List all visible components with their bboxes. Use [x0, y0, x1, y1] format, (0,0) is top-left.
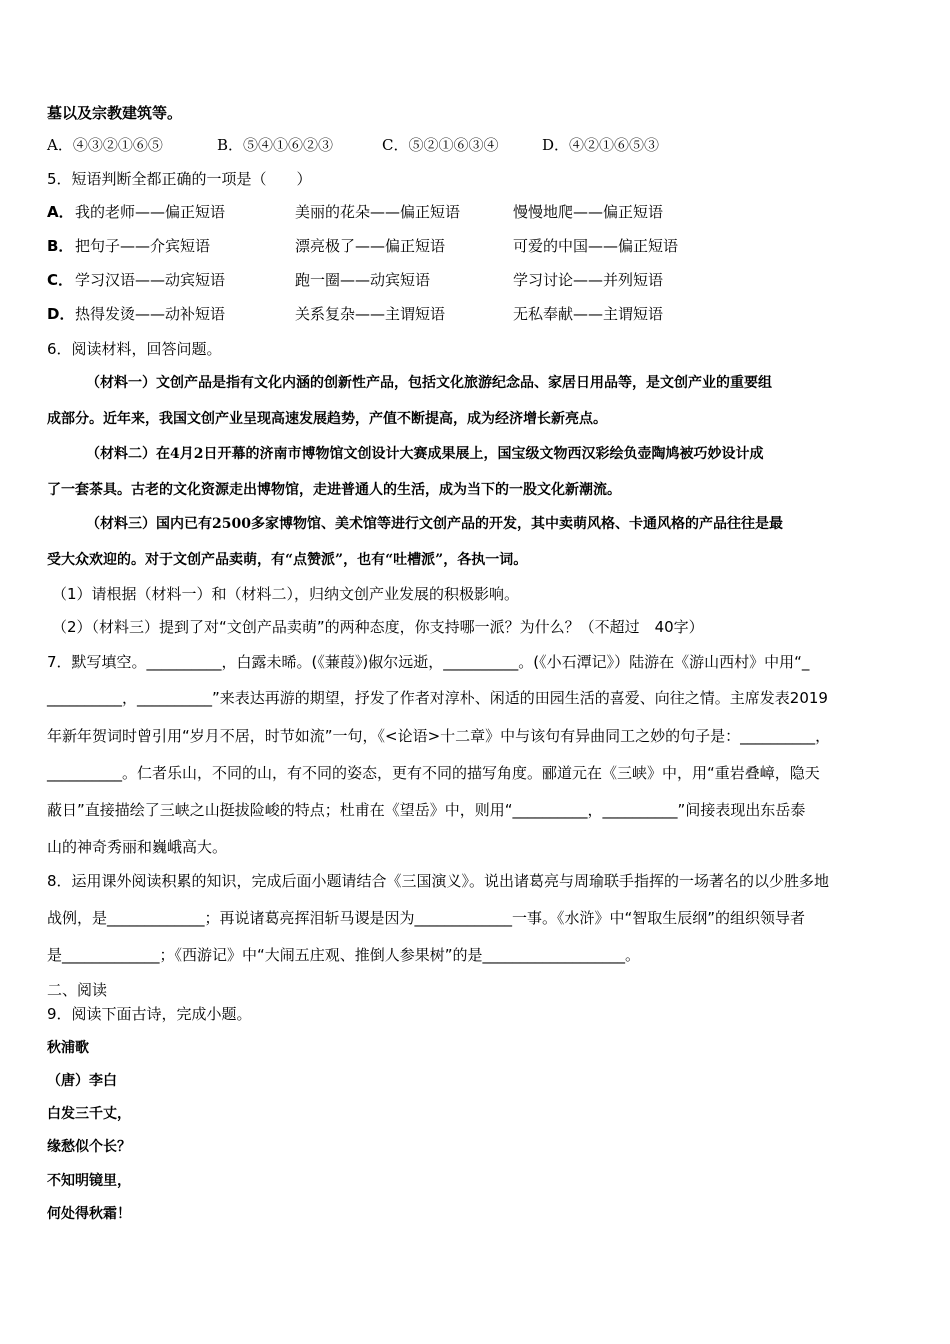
q6-material2-line2: 了一套茶具。古老的文化资源走出博物馆，走进普通人的生活，成为当下的一股文化新潮流。	[47, 482, 621, 498]
q4-tail: 墓以及宗教建筑等。	[47, 104, 183, 122]
q6-sub-question-2: （2）（材料三）提到了对“文创产品卖萌”的两种态度，你支持哪一派？为什么？（不超过 40字）	[52, 618, 704, 636]
q5-row-c	[47, 271, 663, 289]
q5-row-a-label: A．	[47, 203, 74, 221]
q5-stem: 5．短语判断全都正确的一项是（ ）	[47, 170, 312, 188]
q5-row-b	[47, 237, 678, 255]
q5-row-d	[47, 305, 663, 323]
q7-line-3: 年新年贺词时曾引用“岁月不居，时节如流”一句，《<论语>十二章》中与该句有异曲同工之妙的句子是：__________，	[47, 727, 831, 745]
q8-line-3: 是_____________；《西游记》中“大闹五庄观、推倒人参果树”的是___________________。	[47, 946, 641, 964]
q6-material1-line2: 成部分。近年来，我国文创产业呈现高速发展趋势，产值不断提高，成为经济增长新亮点。	[47, 411, 607, 427]
q7-line-6: 山的神奇秀丽和巍峨高大。	[47, 838, 228, 856]
q5-row-c-item-1: 学习汉语——动宾短语	[75, 271, 226, 289]
q4-option-b: B．⑤④①⑥②③	[217, 136, 334, 154]
q4-option-a: A．④③②①⑥⑤	[47, 136, 163, 154]
q4-options	[47, 136, 659, 154]
q5-row-b-label: B．	[47, 237, 74, 255]
q5-row-b-item-2: 漂亮极了——偏正短语	[295, 237, 446, 255]
q5-row-d-item-2: 关系复杂——主谓短语	[295, 305, 446, 323]
q5-row-c-label: C．	[47, 271, 74, 289]
q5-row-d-label: D．	[47, 305, 75, 323]
q9-stem: 9．阅读下面古诗，完成小题。	[47, 1005, 252, 1023]
q4-option-c: C．⑤②①⑥③④	[382, 136, 499, 154]
q6-sub-question-1: （1）请根据（材料一）和（材料二），归纳文创产业发展的积极影响。	[52, 585, 520, 603]
q5-row-a-item-1: 我的老师——偏正短语	[75, 203, 226, 221]
q8-line-1: 8．运用课外阅读积累的知识，完成后面小题请结合《三国演义》。说出诸葛亮与周瑜联手指挥的一场著名的以少胜多地	[47, 872, 830, 890]
q5-row-a	[47, 203, 663, 221]
q7-line-5: 蔽日”直接描绘了三峡之山挺拔险峻的特点；杜甫在《望岳》中，则用“__________，__________”间接表现出东岳泰	[47, 801, 806, 819]
q8-line-2: 战例，是_____________；再说诸葛亮挥泪斩马谡是因为_____________一事。《水浒》中“智取生辰纲”的组织领导者	[47, 909, 806, 927]
q5-row-a-item-3: 慢慢地爬——偏正短语	[513, 203, 664, 221]
q5-row-d-item-1: 热得发烫——动补短语	[75, 305, 226, 323]
q6-material1-line1: （材料一）文创产品是指有文化内涵的创新性产品，包括文化旅游纪念品、家居日用品等，是文创产业的重要组	[86, 375, 772, 391]
q5-row-b-item-1: 把句子——介宾短语	[75, 237, 211, 255]
q4-option-d: D．④②①⑥⑤③	[542, 136, 660, 154]
q5-row-c-item-2: 跑一圈——动宾短语	[295, 271, 431, 289]
q6-material3-line1: （材料三）国内已有2500多家博物馆、美术馆等进行文创产品的开发，其中卖萌风格、卡通风格的产品往往是最	[86, 516, 783, 532]
q7-line-2: __________，__________”来表达再游的期望，抒发了作者对淳朴、闲适的田园生活的喜爱、向往之情。主席发表2019	[47, 689, 828, 707]
q7-line-1: 7．默写填空。__________，白露未晞。(《蒹葭》)俶尔远逝，__________。(《小石潭记》）陆游在《游山西村》中用“_	[47, 653, 810, 671]
poem-line-3: 不知明镜里，	[47, 1173, 131, 1189]
q5-row-c-item-3: 学习讨论——并列短语	[513, 271, 664, 289]
q5-row-d-item-3: 无私奉献——主谓短语	[513, 305, 664, 323]
poem-line-4: 何处得秋霜！	[47, 1206, 131, 1222]
section-heading-reading: 二、阅读	[47, 981, 108, 999]
poem-line-1: 白发三千丈，	[47, 1106, 131, 1122]
q6-material3-line2: 受大众欢迎的。对于文创产品卖萌，有“点赞派”，也有“吐槽派”，各执一词。	[47, 552, 528, 568]
q6-stem: 6．阅读材料，回答问题。	[47, 340, 222, 358]
q6-material2-line1: （材料二）在4月2日开幕的济南市博物馆文创设计大赛成果展上，国宝级文物西汉彩绘负壶陶鸠被巧妙设计成	[86, 446, 764, 462]
q5-row-a-item-2: 美丽的花朵——偏正短语	[295, 203, 461, 221]
poem-line-2: 缘愁似个长？	[47, 1139, 131, 1155]
q5-row-b-item-3: 可爱的中国——偏正短语	[513, 237, 679, 255]
poem-title: 秋浦歌	[47, 1040, 89, 1056]
poem-author: （唐）李白	[47, 1073, 117, 1089]
q7-line-4: __________。仁者乐山，不同的山，有不同的姿态，更有不同的描写角度。郦道元在《三峡》中，用“重岩叠嶂，隐天	[47, 764, 820, 782]
